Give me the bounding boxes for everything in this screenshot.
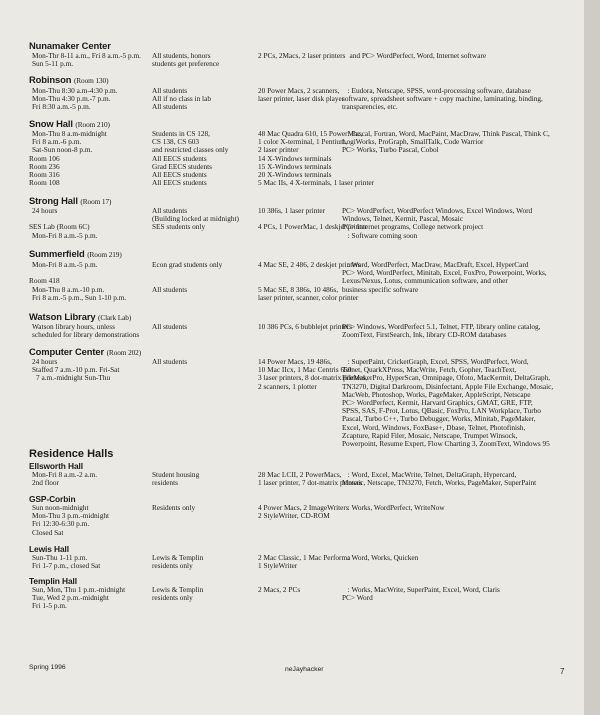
lab-equipment: 4 Mac SE, 2 486, 2 deskjet printers: [258, 260, 361, 269]
hall-hours: Mon-Fri 8 a.m.-2 a.m. 2nd floor: [32, 470, 98, 488]
hall-title: Templin Hall: [29, 576, 77, 586]
lab-hours: Mon-Thu 8:30 a.m-4:30 p.m. Mon-Thu 4:30 p.m.-7 p.m. Fri 8:30 a.m.-5 p.m.: [32, 86, 118, 112]
lab-title: Nunamaker Center: [29, 40, 111, 51]
lab-title: Summerfield (Room 219): [29, 248, 122, 259]
lab-software: : Eudora, Netscape, SPSS, word-processing software, database software, spreadsheet software + copy machine, laminating, binding, transparencies, etc.: [342, 86, 543, 112]
lab-title: Robinson (Room 130): [29, 74, 109, 85]
lab-subroom: Room 418 Mon-Thu 8 a.m.-10 p.m. Fri 8 a.m.-5 p.m., Sun 1-10 p.m.: [29, 276, 127, 302]
lab-access: Students in CS 128, CS 138, CS 603 and restricted classes only All EECS students Grad EECS students All EECS students All EECS students: [152, 129, 229, 188]
lab-hours: Watson library hours, unless scheduled for library demonstrations: [32, 322, 140, 340]
lab-hours: Mon-Thu 8 a.m-midnight Fri 8 a.m.-6 p.m. Sat-Sun noon-8 p.m.: [32, 129, 107, 155]
lab-software: : Word, WordPerfect, MacDraw, MacDraft, Excel, HyperCard PC> Word, WordPerfect, Minitab, Excel, FoxPro, Powerpoint, Works, Lexus/Nexus, Lotus, communication software, and other business specific software: [342, 260, 547, 294]
hall-title: Ellsworth Hall: [29, 461, 83, 471]
lab-equipment: 20 Power Macs, 2 scanners, laser printer, laser disk player: [258, 86, 345, 104]
lab-access: Econ grad students only: [152, 260, 223, 269]
lab-access: All students: [152, 357, 188, 366]
hall-software: : Works, MacWrite, SuperPaint, Excel, Word, Claris PC> Word: [342, 585, 495, 603]
lab-title: Snow Hall (Room 210): [29, 118, 110, 129]
hall-title: GSP-Corbin: [29, 494, 76, 504]
hall-equipment: 2 Macs, 2 PCs: [258, 585, 301, 594]
lab-title: Strong Hall (Room 17): [29, 195, 112, 206]
lab-software: : Pascal, Fortran, Word, MacPaint, MacDraw, Think Pascal, Think C, LogiWorks, ProGraph, SmallTalk, Code Warrior PC> Works, Turbo Pascal, Cobol: [342, 129, 545, 155]
lab-access: All students, honors students get preference: [152, 51, 220, 69]
lab-equipment: 10 386 PCs, 6 bubblejet printers: [258, 322, 353, 331]
hall-hours: Sun, Mon, Thu 1 p.m.-midnight Tue, Wed 2 p.m.-midnight Fri 1-5 p.m.: [32, 585, 126, 611]
hall-equipment: 28 Mac LCII, 2 PowerMacs, 1 laser printer, 7 dot-matrix printers: [258, 470, 363, 488]
lab-hours: Mon-Thr 8-11 a.m., Fri 8 a.m.-5 p.m. Sun 5-11 p.m.: [32, 51, 141, 69]
lab-hours: Mon-Fri 8 a.m.-5 p.m.: [32, 260, 98, 269]
lab-access: All students (Building locked at midnight) SES students only: [152, 206, 239, 232]
lab-equipment: 48 Mac Quadra 610, 15 PowerMac, 1 color X-terminal, 1 Pentium, 2 laser printer 14 X-Windows terminals 15 X-Windows terminals 20 X-Windows terminals 5 Mac IIs, 4 X-terminals, 1 laser printer: [258, 129, 375, 188]
lab-equipment: 2 PCs, 2Macs, 2 laser printers: [258, 51, 346, 60]
hall-equipment: 2 Mac Classic, 1 Mac Performa 1 StyleWriter: [258, 553, 351, 571]
hall-equipment: 4 Power Macs, 2 ImageWriters 2 StyleWriter, CD-ROM: [258, 503, 349, 521]
footer-date: Spring 1996: [29, 664, 66, 671]
section-title: Residence Halls: [29, 448, 114, 460]
lab-rooms: Room 106 Room 236 Room 316 Room 108: [29, 153, 60, 188]
lab-software: PC> WordPerfect, WordPerfect Windows, Excel Windows, Word Windows, Telnet, Kermit, Pascal, Mosaic PC> Internet programs, College network project : Software coming soon: [342, 206, 533, 240]
hall-software: : Works, WordPerfect, WriteNow: [342, 503, 439, 512]
page-number: 7: [560, 667, 565, 676]
page-edge-shadow: [584, 0, 600, 715]
lab-equipment: 10 386s, 1 laser printer 4 PCs, 1 PowerMac, 1 deskjet printer: [258, 206, 368, 232]
lab-hours: 24 hours Staffed 7 a.m.-10 p.m. Fri-Sat 7 a.m.-midnight Sun-Thu: [32, 357, 120, 383]
lab-hours: 24 hours: [32, 206, 58, 215]
lab-subroom: SES Lab (Room 6C) Mon-Fri 8 a.m.-5 p.m.: [29, 222, 98, 240]
hall-access: Lewis & Templin residents only: [152, 585, 204, 603]
lab-equipment: 5 Mac SE, 8 386s, 10 486s, laser printer, scanner, color printer: [258, 284, 359, 302]
hall-title: Lewis Hall: [29, 544, 69, 554]
hall-access: Lewis & Templin residents only: [152, 553, 204, 571]
hall-hours: Sun noon-midnight Mon-Thu 3 p.m.-midnight Fri 12:30-6:30 p.m. Closed Sat: [32, 503, 110, 537]
footer-publication: neJayhacker: [285, 666, 324, 673]
lab-software: : SuperPaint, CricketGraph, Excel, SPSS, WordPerfect, Word, Telnet, QuarkXPress, MacWrite, Fetch, Gopher, TeachText, FileMakerPro, HyperScan, Omnipage, Ofoto, MacKermit, DeltaGraph, TN3270, Digital Darkroom, Disinfectant, Apple File Exchange, Mosaic, MacWeb, Photoshop, Works, PageMaker, AppleScript, Netscape PC> WordPerfect, Kermit, Harvard Graphics, GMAT, GRE, FTP, SPSS, SAS, F-Prot, Lotus, QBasic, FoxPro, LAN Workplace, Turbo Pascal, Turbo C++, Turbo Debugger, Works, Minitab, PageMaker, Excel, Word, Windows, FoxBase+, Dbase, Telnet, Photofinish, Zcapture, Rapid Filer, Mosaic, Netscape, Trumpet Winsock, Powerpoint, Resume Expert, Flow Charting 3, ZoomText, Windows 95: [342, 357, 554, 449]
lab-software: PC> Windows, WordPerfect 5.1, Telnet, FTP, library online catalog, ZoomText, FirstSearch, Ink, library CD-ROM databases: [342, 322, 541, 340]
lab-access: All students All if no class in lab All students: [152, 86, 211, 112]
hall-access: Residents only: [152, 503, 196, 512]
hall-software: : Word, Excel, MacWrite, Telnet, DeltaGraph, Hypercard, Mosaic, Netscape, TN3270, Fetch, Works, PageMaker, SuperPaint: [342, 470, 537, 488]
lab-title: Watson Library (Clark Lab): [29, 311, 132, 322]
hall-software: : Word, Works, Quicken: [342, 553, 413, 562]
lab-title: Computer Center (Room 202): [29, 346, 142, 357]
lab-software: and PC> WordPerfect, Word, Internet software: [342, 51, 479, 60]
lab-access: All students: [152, 284, 188, 294]
lab-access: All students: [152, 322, 188, 331]
hall-hours: Sun-Thu 1-11 p.m. Fri 1-7 p.m., closed Sat: [32, 553, 101, 571]
lab-equipment: 14 Power Macs, 19 486s, 10 Mac IIcx, 1 Mac Centris 650 3 laser printers, 8 dot-matrix printers, 2 scanners, 1 plotter: [258, 357, 368, 391]
hall-access: Student housing residents: [152, 470, 200, 488]
